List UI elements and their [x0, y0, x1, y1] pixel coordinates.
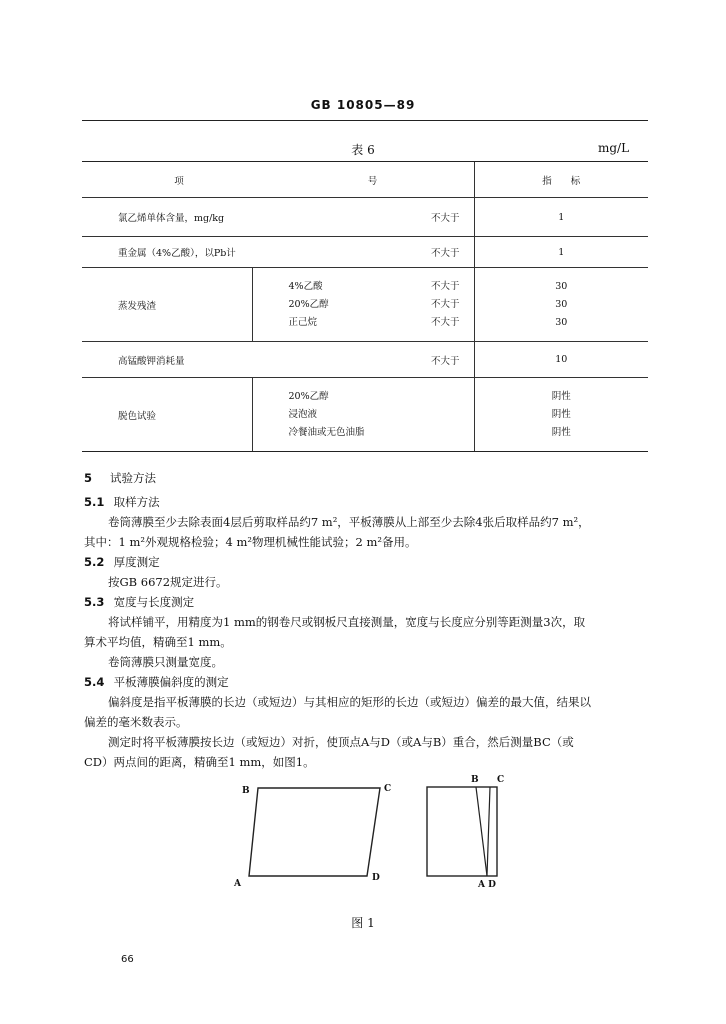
sub-item-condition: 不大于	[430, 280, 460, 292]
table-row	[82, 268, 648, 342]
fold-line-c	[487, 787, 490, 876]
skewed-sheet-outline	[249, 788, 380, 876]
figure-drawing	[0, 770, 726, 900]
sub-item-name: 4%乙酸	[288, 280, 323, 292]
table-unit: mg/L	[598, 141, 630, 155]
label-d: D	[372, 873, 380, 883]
page-number: 66	[121, 954, 134, 965]
sub-item-name: 冷餐油或无色油脂	[288, 426, 365, 438]
subsection-heading: 5.2 厚度测定	[84, 555, 160, 569]
row-condition: 不大于	[252, 237, 474, 268]
table-row	[82, 342, 648, 378]
paragraph: 其中：1 m²外观规格检验；4 m²物理机械性能试验；2 m²备用。	[84, 535, 417, 549]
table-header-row	[82, 162, 648, 198]
sub-item-name: 20%乙醇	[288, 298, 329, 310]
row-label: 氯乙烯单体含量，mg/kg	[82, 198, 252, 237]
row-label: 脱色试验	[82, 378, 252, 452]
section-5	[84, 468, 650, 772]
figure-caption: 图 1	[351, 916, 375, 930]
paragraph: 将试样铺平，用精度为1 mm的钢卷尺或钢板尺直接测量，宽度与长度应分别等距测量3次，取	[108, 615, 586, 629]
sub-item-condition: 不大于	[430, 316, 460, 328]
table-6	[82, 161, 648, 452]
paragraph: 算术平均值，精确至1 mm。	[84, 635, 232, 649]
table-row	[82, 237, 648, 268]
sub-item-value: 30	[555, 298, 568, 310]
row-label: 蒸发残渣	[82, 268, 252, 342]
sub-item-value: 阴性	[551, 408, 571, 420]
header-item: 项	[174, 175, 188, 187]
label-c-right: C	[497, 775, 505, 785]
sub-item-name: 浸泡液	[288, 408, 318, 420]
paragraph: 卷筒薄膜至少去除表面4层后剪取样品约7 m²，平板薄膜从上部至少去除4张后取样品约7 m²，	[108, 515, 590, 529]
document-header-code: GB 10805—89	[310, 98, 416, 112]
row-value: 10	[474, 342, 648, 378]
table-row	[82, 198, 648, 237]
header-no: 号	[367, 175, 382, 187]
folded-sheet-outline	[427, 787, 497, 876]
subsection-heading: 5.4 平板薄膜偏斜度的测定	[84, 675, 229, 689]
paragraph: 测定时将平板薄膜按长边（或短边）对折，使顶点A与D（或A与B）重合，然后测量BC（或	[108, 735, 574, 749]
paragraph: 按GB 6672规定进行。	[108, 575, 228, 589]
label-ad: A D	[478, 880, 496, 890]
sub-item-name: 正己烷	[288, 316, 318, 328]
subsection-heading: 5.1 取样方法	[84, 495, 160, 509]
sub-item-value: 阴性	[551, 426, 571, 438]
sub-item-condition: 不大于	[430, 298, 460, 310]
sub-item-value: 30	[555, 316, 568, 328]
row-value: 1	[474, 198, 648, 237]
sub-item-value: 阴性	[551, 390, 571, 402]
paragraph: 卷筒薄膜只测量宽度。	[108, 655, 223, 669]
header-index: 指 标	[474, 162, 648, 198]
label-c: C	[384, 784, 392, 794]
table-caption: 表 6	[351, 143, 375, 157]
sub-item-name: 20%乙醇	[288, 390, 329, 402]
row-condition: 不大于	[252, 342, 474, 378]
row-label: 高锰酸钾消耗量	[82, 342, 252, 378]
row-value: 1	[474, 237, 648, 268]
table-row	[82, 378, 648, 452]
fold-line-b	[476, 787, 487, 876]
label-b: B	[242, 786, 250, 796]
figure-1	[0, 770, 726, 900]
subsection-heading: 5.3 宽度与长度测定	[84, 595, 195, 609]
paragraph: 偏差的毫米数表示。	[84, 715, 188, 729]
paragraph: CD）两点间的距离，精确至1 mm，如图1。	[84, 755, 315, 769]
label-b-right: B	[471, 775, 479, 785]
label-a: A	[234, 879, 241, 889]
sub-item-value: 30	[555, 280, 568, 292]
header-rule	[82, 120, 648, 121]
row-condition: 不大于	[252, 198, 474, 237]
section-heading: 5 试验方法	[84, 471, 156, 485]
paragraph: 偏斜度是指平板薄膜的长边（或短边）与其相应的矩形的长边（或短边）偏差的最大值，结果以	[108, 695, 591, 709]
row-label: 重金属（4%乙酸），以Pb计	[82, 237, 252, 268]
